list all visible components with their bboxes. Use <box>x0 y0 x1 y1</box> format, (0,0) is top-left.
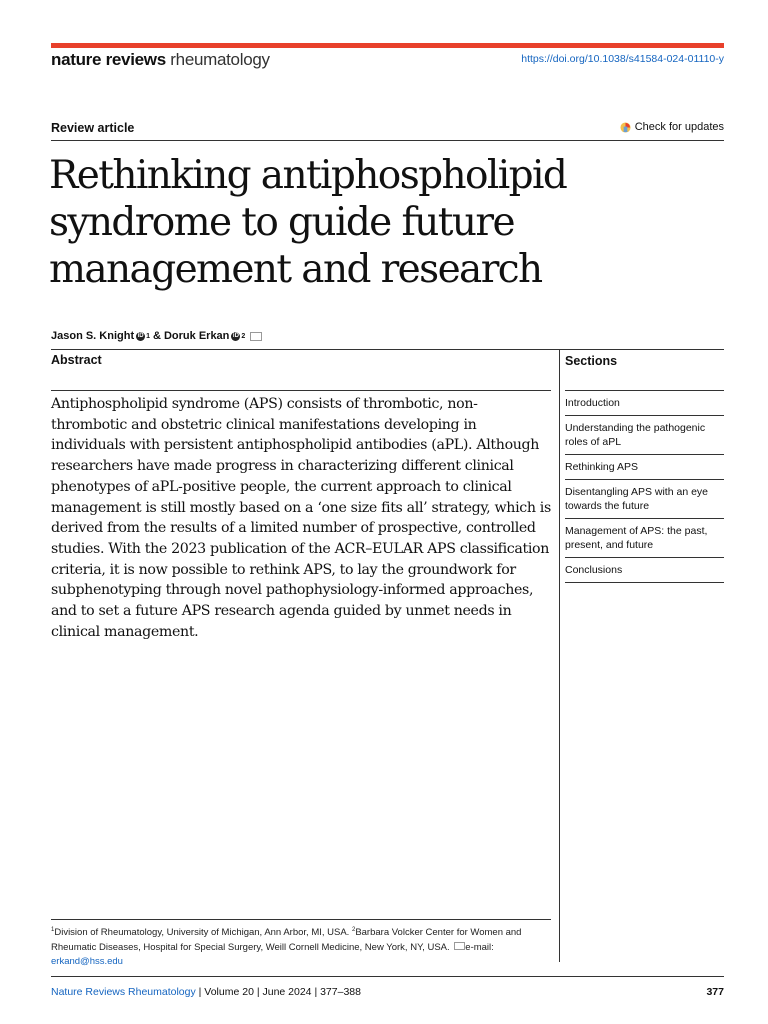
journal-name-light: rheumatology <box>170 50 270 69</box>
journal-name-bold: nature reviews <box>51 50 166 69</box>
sections-heading: Sections <box>565 354 618 368</box>
journal-logo[interactable] <box>51 50 270 70</box>
section-link-management[interactable]: Management of APS: the past, present, and future <box>565 519 724 558</box>
email-link[interactable]: erkand@hss.edu <box>51 956 123 968</box>
footer-volume-info: | Volume 20 | June 2024 | 377–388 <box>195 986 361 998</box>
affiliation-sup: 2 <box>351 927 356 933</box>
author-list <box>51 330 262 342</box>
affiliations <box>51 923 551 970</box>
envelope-icon[interactable] <box>250 332 262 341</box>
section-link-disentangling-aps[interactable]: Disentangling APS with an eye towards the future <box>565 480 724 519</box>
section-link-rethinking-aps[interactable]: Rethinking APS <box>565 455 724 480</box>
author-name[interactable]: Jason S. Knight <box>51 330 135 342</box>
section-link-pathogenic-roles[interactable]: Understanding the pathogenic roles of aPL <box>565 416 724 455</box>
check-for-updates-icon <box>620 122 631 133</box>
footer-journal-link[interactable]: Nature Reviews Rheumatology <box>51 986 196 998</box>
author-affiliation-sup: 1 <box>146 332 151 340</box>
page-number: 377 <box>706 986 724 998</box>
column-divider <box>559 350 560 962</box>
accent-bar <box>51 43 724 48</box>
check-for-updates-button[interactable] <box>620 121 724 133</box>
orcid-icon[interactable]: iD <box>137 332 144 339</box>
authors-rule <box>51 349 724 350</box>
email-label: e-mail: <box>465 941 494 953</box>
abstract-rule <box>51 390 551 391</box>
affiliation-1: Division of Rheumatology, University of Michigan, Ann Arbor, MI, USA. <box>54 927 350 939</box>
check-for-updates-label: Check for updates <box>634 121 724 133</box>
affiliations-rule <box>51 919 551 920</box>
author-separator: & <box>153 330 161 342</box>
doi-link[interactable]: https://doi.org/10.1038/s41584-024-01110-y <box>521 53 724 65</box>
abstract-heading: Abstract <box>51 353 102 367</box>
abstract-text: Antiphospholipid syndrome (APS) consists of thrombotic, non-thrombotic and obstetric clinical manifestations developing in individuals with persistent antiphospholipid antibodies (aPL). Although researchers have made progress in characterizing different clinical phenotypes of aPL-positive people, the current approach to clinical management is still mostly based on a ‘one size fits all’ strategy, which is derived from the results of a limited number of prospective, controlled studies. With the 2023 publication of the ACR–EULAR APS classification criteria, it is now possible to rethink APS, to lay the groundwork for subphenotyping through novel pathophysiology-informed approaches, and to set a future APS research agenda guided by unmet needs in clinical management. <box>51 396 551 640</box>
section-link-introduction[interactable]: Introduction <box>565 391 724 416</box>
affiliation-sup: 1 <box>51 927 55 933</box>
affiliation-2: Barbara Volcker Center for Women and Rheumatic Diseases, Hospital for Special Surgery, Weill Cornell Medicine, New York, NY, USA. <box>51 927 522 953</box>
footer-rule <box>51 976 724 977</box>
envelope-icon <box>454 942 465 950</box>
article-type: Review article <box>51 121 135 135</box>
section-link-conclusions[interactable]: Conclusions <box>565 558 724 583</box>
author-affiliation-sup: 2 <box>241 332 246 340</box>
header-rule <box>51 140 724 141</box>
article-title: Rethinking antiphospholipid syndrome to guide future management and research <box>49 153 567 292</box>
author-name[interactable]: Doruk Erkan <box>163 330 230 342</box>
orcid-icon[interactable]: iD <box>232 332 239 339</box>
sections-list <box>565 390 724 583</box>
footer-citation <box>51 986 361 998</box>
